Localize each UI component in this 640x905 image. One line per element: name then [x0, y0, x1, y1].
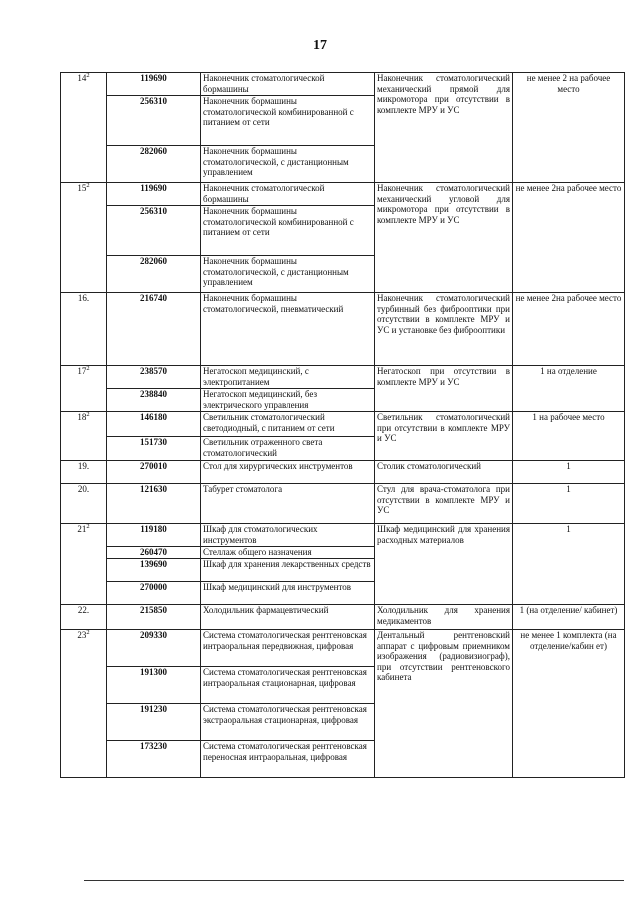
item-code: 121630 [107, 484, 201, 524]
item-name: Наконечник стоматологической бормашины [201, 183, 375, 206]
equipment-table-body [61, 73, 625, 778]
row-number-cell [61, 366, 107, 412]
item-code: 146180 [107, 412, 201, 437]
row-number-cell [61, 630, 107, 778]
item-code: 260470 [107, 547, 201, 559]
item-code: 119690 [107, 183, 201, 206]
row-number: 23 [77, 630, 87, 640]
equipment-table [60, 72, 625, 778]
row-number-cell [61, 412, 107, 461]
row-number-superscript: 2 [86, 182, 90, 189]
row-number-superscript: 2 [86, 523, 90, 530]
item-code: 151730 [107, 437, 201, 461]
standard-equipment: Шкаф медицинский для хранения расходных материалов [375, 524, 513, 605]
table-row [61, 412, 625, 437]
row-number: 17 [77, 366, 87, 376]
item-name: Негатоскоп медицинский, с электропитанием [201, 366, 375, 389]
row-number-superscript: 2 [86, 629, 90, 636]
row-number-cell [61, 293, 107, 366]
item-code: 282060 [107, 146, 201, 183]
item-name: Наконечник стоматологической бормашины [201, 73, 375, 96]
item-code: 119180 [107, 524, 201, 547]
row-number: 15 [77, 183, 87, 193]
table-row [61, 630, 625, 667]
table-row [61, 366, 625, 389]
item-name: Шкаф для стоматологических инструментов [201, 524, 375, 547]
row-number: 19. [77, 461, 90, 471]
item-code: 216740 [107, 293, 201, 366]
table-row [61, 293, 625, 366]
item-name: Система стоматологическая рентгеновская переносная интраоральная, цифровая [201, 741, 375, 778]
row-number: 14 [77, 73, 87, 83]
item-code: 256310 [107, 206, 201, 256]
required-quantity: не менее 1 комплекта (на отделение/кабин ет) [513, 630, 625, 778]
row-number: 16. [77, 293, 90, 303]
item-name: Шкаф для хранения лекарственных средств [201, 559, 375, 582]
item-name: Наконечник бормашины стоматологической, пневматический [201, 293, 375, 366]
item-name: Система стоматологическая рентгеновская интраоральная передвижная, цифровая [201, 630, 375, 667]
item-name: Холодильник фармацевтический [201, 605, 375, 630]
item-code: 191300 [107, 667, 201, 704]
row-number: 22. [77, 605, 90, 615]
item-code: 282060 [107, 256, 201, 293]
row-number: 21 [77, 524, 87, 534]
item-code: 215850 [107, 605, 201, 630]
required-quantity: 1 на отделение [513, 366, 625, 412]
item-name: Стеллаж общего назначения [201, 547, 375, 559]
page-number: 17 [313, 38, 327, 53]
item-name: Наконечник бормашины стоматологической комбинированной с питанием от сети [201, 206, 375, 256]
row-number-cell [61, 183, 107, 293]
table-row [61, 484, 625, 524]
standard-equipment: Наконечник стоматологический механический прямой для микромотора при отсутствии в комплекте МРУ и УС [375, 73, 513, 183]
required-quantity: 1 [513, 524, 625, 605]
standard-equipment: Светильник стоматологический при отсутствии в комплекте МРУ и УС [375, 412, 513, 461]
item-name: Наконечник бормашины стоматологической, с дистанционным управлением [201, 146, 375, 183]
item-code: 173230 [107, 741, 201, 778]
item-code: 238570 [107, 366, 201, 389]
table-row [61, 605, 625, 630]
item-name: Светильник стоматологический светодиодный, с питанием от сети [201, 412, 375, 437]
standard-equipment: Столик стоматологический [375, 461, 513, 484]
item-name: Система стоматологическая рентгеновская интраоральная стационарная, цифровая [201, 667, 375, 704]
table-row [61, 524, 625, 547]
item-name: Наконечник бормашины стоматологической, с дистанционным управлением [201, 256, 375, 293]
standard-equipment: Негатоскоп при отсутствии в комплекте МРУ и УС [375, 366, 513, 412]
row-number-cell [61, 73, 107, 183]
item-code: 209330 [107, 630, 201, 667]
row-number-cell [61, 461, 107, 484]
row-number-cell [61, 484, 107, 524]
row-number-cell [61, 605, 107, 630]
row-number: 20. [77, 484, 90, 494]
item-code: 119690 [107, 73, 201, 96]
item-code: 270000 [107, 582, 201, 605]
required-quantity: не менее 2на рабочее место [513, 183, 625, 293]
item-name: Светильник отраженного света стоматологический [201, 437, 375, 461]
row-number: 18 [77, 412, 87, 422]
table-row [61, 73, 625, 96]
item-code: 256310 [107, 96, 201, 146]
required-quantity: 1 [513, 461, 625, 484]
item-code: 238840 [107, 389, 201, 412]
standard-equipment: Холодильник для хранения медикаментов [375, 605, 513, 630]
required-quantity: 1 на рабочее место [513, 412, 625, 461]
item-code: 139690 [107, 559, 201, 582]
row-number-superscript: 2 [86, 411, 90, 418]
table-row [61, 183, 625, 206]
required-quantity: не менее 2на рабочее место [513, 293, 625, 366]
footer-rule [84, 880, 624, 881]
required-quantity: 1 (на отделение/ кабинет) [513, 605, 625, 630]
item-name: Шкаф медицинский для инструментов [201, 582, 375, 605]
item-name: Стол для хирургических инструментов [201, 461, 375, 484]
row-number-superscript: 2 [86, 72, 90, 79]
required-quantity: 1 [513, 484, 625, 524]
item-name: Наконечник бормашины стоматологической комбинированной с питанием от сети [201, 96, 375, 146]
item-name: Система стоматологическая рентгеновская экстраоральная стационарная, цифровая [201, 704, 375, 741]
required-quantity: не менее 2 на рабочее место [513, 73, 625, 183]
item-code: 191230 [107, 704, 201, 741]
standard-equipment: Стул для врача-стоматолога при отсутствии в комплекте МРУ и УС [375, 484, 513, 524]
standard-equipment: Наконечник стоматологический турбинный без фиброоптики при отсутствии в комплекте МРУ и УС и установке без фиброоптики [375, 293, 513, 366]
item-name: Негатоскоп медицинский, без электрического управления [201, 389, 375, 412]
row-number-superscript: 2 [86, 365, 90, 372]
standard-equipment: Наконечник стоматологический механический угловой для микромотора при отсутствии в комплекте МРУ и УС [375, 183, 513, 293]
item-code: 270010 [107, 461, 201, 484]
table-row [61, 461, 625, 484]
standard-equipment: Дентальный рентгеновский аппарат с цифровым приемником изображения (радиовизиограф), при отсутствии рентгеновского кабинета [375, 630, 513, 778]
item-name: Табурет стоматолога [201, 484, 375, 524]
row-number-cell [61, 524, 107, 605]
